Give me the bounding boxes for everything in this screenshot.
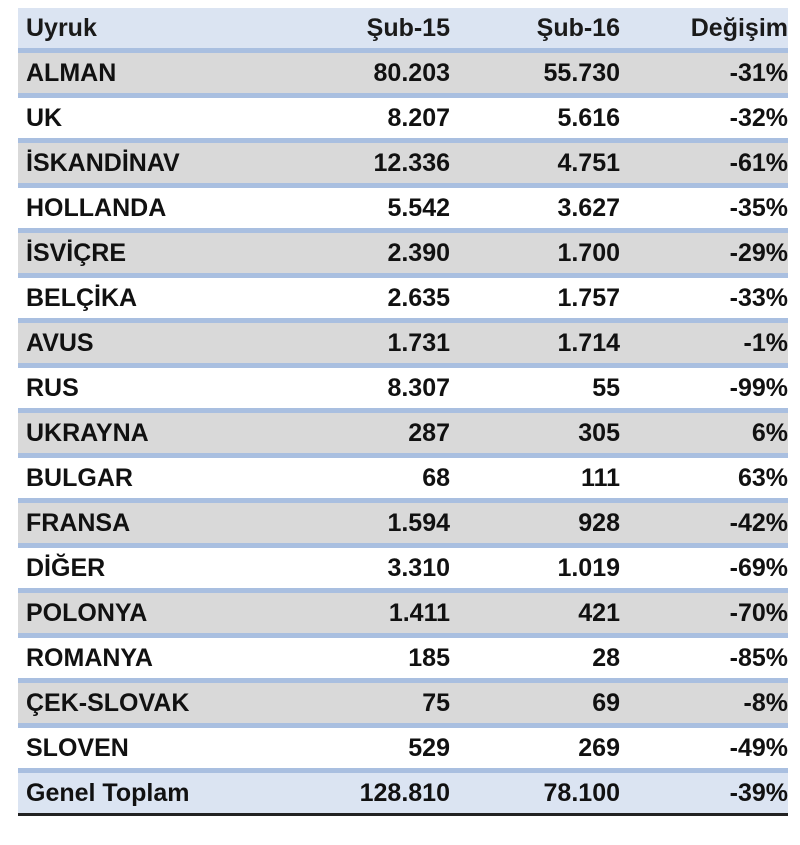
- row-change: -42%: [729, 508, 788, 537]
- row-name: FRANSA: [26, 508, 131, 537]
- row-feb15: 287: [408, 418, 450, 447]
- row-feb15: 3.310: [387, 553, 450, 582]
- row-feb15: 185: [408, 643, 450, 672]
- row-feb15: 8.207: [387, 103, 450, 132]
- total-feb15: 128.810: [359, 778, 450, 807]
- row-feb15: 5.542: [387, 193, 450, 222]
- row-feb16: 1.700: [557, 238, 620, 267]
- row-feb15: 80.203: [373, 58, 450, 87]
- row-feb15: 8.307: [387, 373, 450, 402]
- row-feb15: 1.411: [388, 598, 450, 627]
- row-change: 63%: [737, 463, 788, 492]
- row-feb16: 1.714: [557, 328, 620, 357]
- row-name: ROMANYA: [26, 643, 153, 672]
- table-row: [18, 323, 788, 368]
- table-header-row: [18, 8, 788, 53]
- table-row: [18, 368, 788, 413]
- row-feb16: 4.751: [557, 148, 620, 177]
- row-name: SLOVEN: [26, 733, 129, 762]
- table-row: [18, 188, 788, 233]
- header-feb16: Şub-16: [536, 13, 620, 42]
- row-name: İSKANDİNAV: [26, 148, 180, 177]
- nationality-comparison-table: [18, 8, 788, 816]
- table-row: [18, 98, 788, 143]
- header-nationality: Uyruk: [26, 13, 97, 42]
- row-name: RUS: [26, 373, 79, 402]
- total-name: Genel Toplam: [26, 778, 190, 807]
- row-feb15: 75: [422, 688, 450, 717]
- row-change: -35%: [729, 193, 788, 222]
- row-change: -61%: [729, 148, 788, 177]
- row-name: ÇEK-SLOVAK: [26, 688, 190, 717]
- row-name: İSVİÇRE: [26, 238, 127, 267]
- row-feb16: 111: [581, 463, 620, 492]
- table-total-row: [18, 773, 788, 816]
- table-row: [18, 548, 788, 593]
- header-feb15: Şub-15: [366, 13, 450, 42]
- row-name: AVUS: [26, 328, 94, 357]
- row-feb15: 1.731: [387, 328, 450, 357]
- row-change: -29%: [729, 238, 788, 267]
- total-feb16: 78.100: [543, 778, 620, 807]
- row-name: BULGAR: [26, 463, 133, 492]
- table-row: [18, 53, 788, 98]
- row-feb16: 5.616: [557, 103, 620, 132]
- row-feb16: 1.757: [557, 283, 620, 312]
- table-row: [18, 728, 788, 773]
- table-row: [18, 503, 788, 548]
- table-row: [18, 143, 788, 188]
- row-change: -31%: [729, 58, 788, 87]
- row-feb15: 2.390: [387, 238, 450, 267]
- row-feb15: 12.336: [373, 148, 450, 177]
- table-row: [18, 593, 788, 638]
- row-name: DİĞER: [26, 553, 106, 582]
- table-row: [18, 458, 788, 503]
- row-feb16: 69: [592, 688, 620, 717]
- header-change: Değişim: [690, 13, 788, 42]
- row-name: BELÇİKA: [26, 283, 138, 312]
- row-change: -69%: [729, 553, 788, 582]
- table-row: [18, 413, 788, 458]
- row-feb16: 55: [592, 373, 620, 402]
- row-name: UK: [26, 103, 63, 132]
- row-change: -49%: [729, 733, 788, 762]
- row-feb16: 928: [578, 508, 620, 537]
- row-change: -85%: [729, 643, 788, 672]
- row-name: HOLLANDA: [26, 193, 167, 222]
- table-row: [18, 278, 788, 323]
- row-change: -33%: [729, 283, 788, 312]
- row-change: -8%: [743, 688, 788, 717]
- row-change: -1%: [743, 328, 788, 357]
- row-feb16: 421: [578, 598, 620, 627]
- row-feb16: 3.627: [557, 193, 620, 222]
- row-feb15: 529: [408, 733, 450, 762]
- table-row: [18, 233, 788, 278]
- row-change: -32%: [729, 103, 788, 132]
- table-row: [18, 683, 788, 728]
- total-change: -39%: [729, 778, 788, 807]
- row-change: -70%: [729, 598, 788, 627]
- row-name: POLONYA: [26, 598, 148, 627]
- row-feb16: 305: [578, 418, 620, 447]
- row-name: UKRAYNA: [26, 418, 149, 447]
- row-feb15: 68: [422, 463, 450, 492]
- row-feb16: 55.730: [543, 58, 620, 87]
- table-row: [18, 638, 788, 683]
- row-feb15: 2.635: [387, 283, 450, 312]
- row-change: -99%: [729, 373, 788, 402]
- row-feb16: 1.019: [557, 553, 620, 582]
- row-feb15: 1.594: [387, 508, 450, 537]
- row-name: ALMAN: [26, 58, 117, 87]
- row-feb16: 28: [592, 643, 620, 672]
- row-feb16: 269: [578, 733, 620, 762]
- row-change: 6%: [751, 418, 788, 447]
